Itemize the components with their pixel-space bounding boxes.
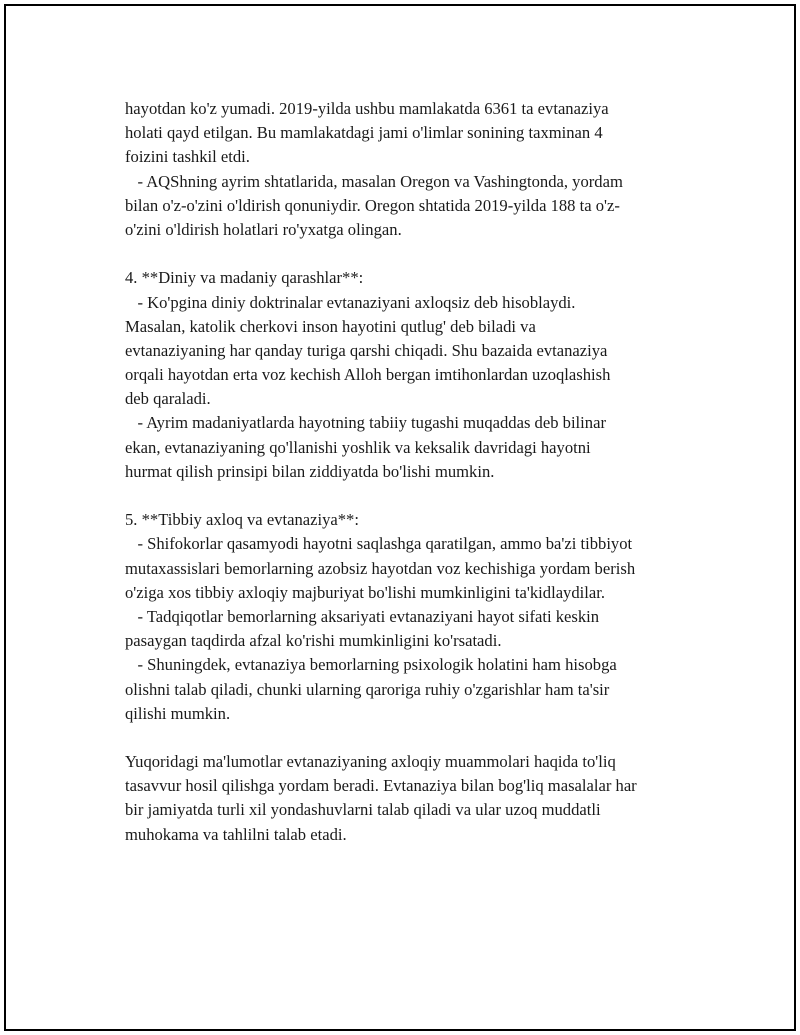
text-line: o'zini o'ldirish holatlari ro'yxatga olingan. xyxy=(125,219,402,239)
text-line: - Ko'pgina diniy doktrinalar evtanaziyani axloqsiz deb hisoblaydi. xyxy=(125,292,576,312)
paragraph-spacer xyxy=(125,726,705,750)
text-line: mutaxassislari bemorlarning azobsiz hayotdan voz kechishiga yordam berish xyxy=(125,558,636,578)
text-line: hurmat qilish prinsipi bilan ziddiyatda bo'lishi mumkin. xyxy=(125,461,495,481)
paragraph-statistics xyxy=(125,97,705,242)
text-line: - Shuningdek, evtanaziya bemorlarning psixologik holatini ham hisobga xyxy=(125,655,617,675)
text-line: - Tadqiqotlar bemorlarning aksariyati evtanaziyani hayot sifati keskin xyxy=(125,606,600,626)
text-line: - Shifokorlar qasamyodi hayotni saqlashga qaratilgan, ammo ba'zi tibbiyot xyxy=(125,534,633,554)
paragraph-conclusion xyxy=(125,750,705,847)
text-line: bilan o'z-o'zini o'ldirish qonuniydir. Oregon shtatida 2019-yilda 188 ta o'z- xyxy=(125,195,620,215)
text-line: Yuqoridagi ma'lumotlar evtanaziyaning axloqiy muammolari haqida to'liq xyxy=(125,752,616,772)
text-line: qilishi mumkin. xyxy=(125,703,231,723)
paragraph-spacer xyxy=(125,242,705,266)
text-line: ekan, evtanaziyaning qo'llanishi yoshlik va keksalik davridagi hayotni xyxy=(125,437,591,457)
text-line: bir jamiyatda turli xil yondashuvlarni talab qiladi va ular uzoq muddatli xyxy=(125,800,601,820)
text-line: - Ayrim madaniyatlarda hayotning tabiiy tugashi muqaddas deb bilinar xyxy=(125,413,606,433)
text-line: hayotdan ko'z yumadi. 2019-yilda ushbu mamlakatda 6361 ta evtanaziya xyxy=(125,99,609,118)
text-line: holati qayd etilgan. Bu mamlakatdagi jami o'limlar sonining taxminan 4 xyxy=(125,123,603,143)
section-religious-cultural xyxy=(125,266,705,484)
text-line: olishni talab qiladi, chunki ularning qaroriga ruhiy o'zgarishlar ham ta'sir xyxy=(125,679,610,699)
document-body xyxy=(125,97,705,847)
page-frame xyxy=(4,4,796,1031)
paragraph-spacer xyxy=(125,484,705,508)
text-line: muhokama va tahlilni talab etadi. xyxy=(125,824,347,844)
text-line: o'ziga xos tibbiy axloqiy majburiyat bo'lishi mumkinligini ta'kidlaydilar. xyxy=(125,582,605,602)
text-line: Masalan, katolik cherkovi inson hayotini qutlug' deb biladi va xyxy=(125,316,536,336)
text-line: pasaygan taqdirda afzal ko'rishi mumkinligini ko'rsatadi. xyxy=(125,631,502,651)
text-line: tasavvur hosil qilishga yordam beradi. Evtanaziya bilan bog'liq masalalar har xyxy=(125,776,637,796)
text-line: orqali hayotdan erta voz kechish Alloh bergan imtihonlardan uzoqlashish xyxy=(125,365,611,385)
section-heading: 4. **Diniy va madaniy qarashlar**: xyxy=(125,268,364,288)
text-line: foizini tashkil etdi. xyxy=(125,147,250,167)
text-line: evtanaziyaning har qanday turiga qarshi chiqadi. Shu bazaida evtanaziya xyxy=(125,340,608,360)
text-line: deb qaraladi. xyxy=(125,389,211,409)
section-heading: 5. **Tibbiy axloq va evtanaziya**: xyxy=(125,510,359,530)
text-line: - AQShning ayrim shtatlarida, masalan Oregon va Vashingtonda, yordam xyxy=(125,171,623,191)
section-medical-ethics xyxy=(125,508,705,726)
